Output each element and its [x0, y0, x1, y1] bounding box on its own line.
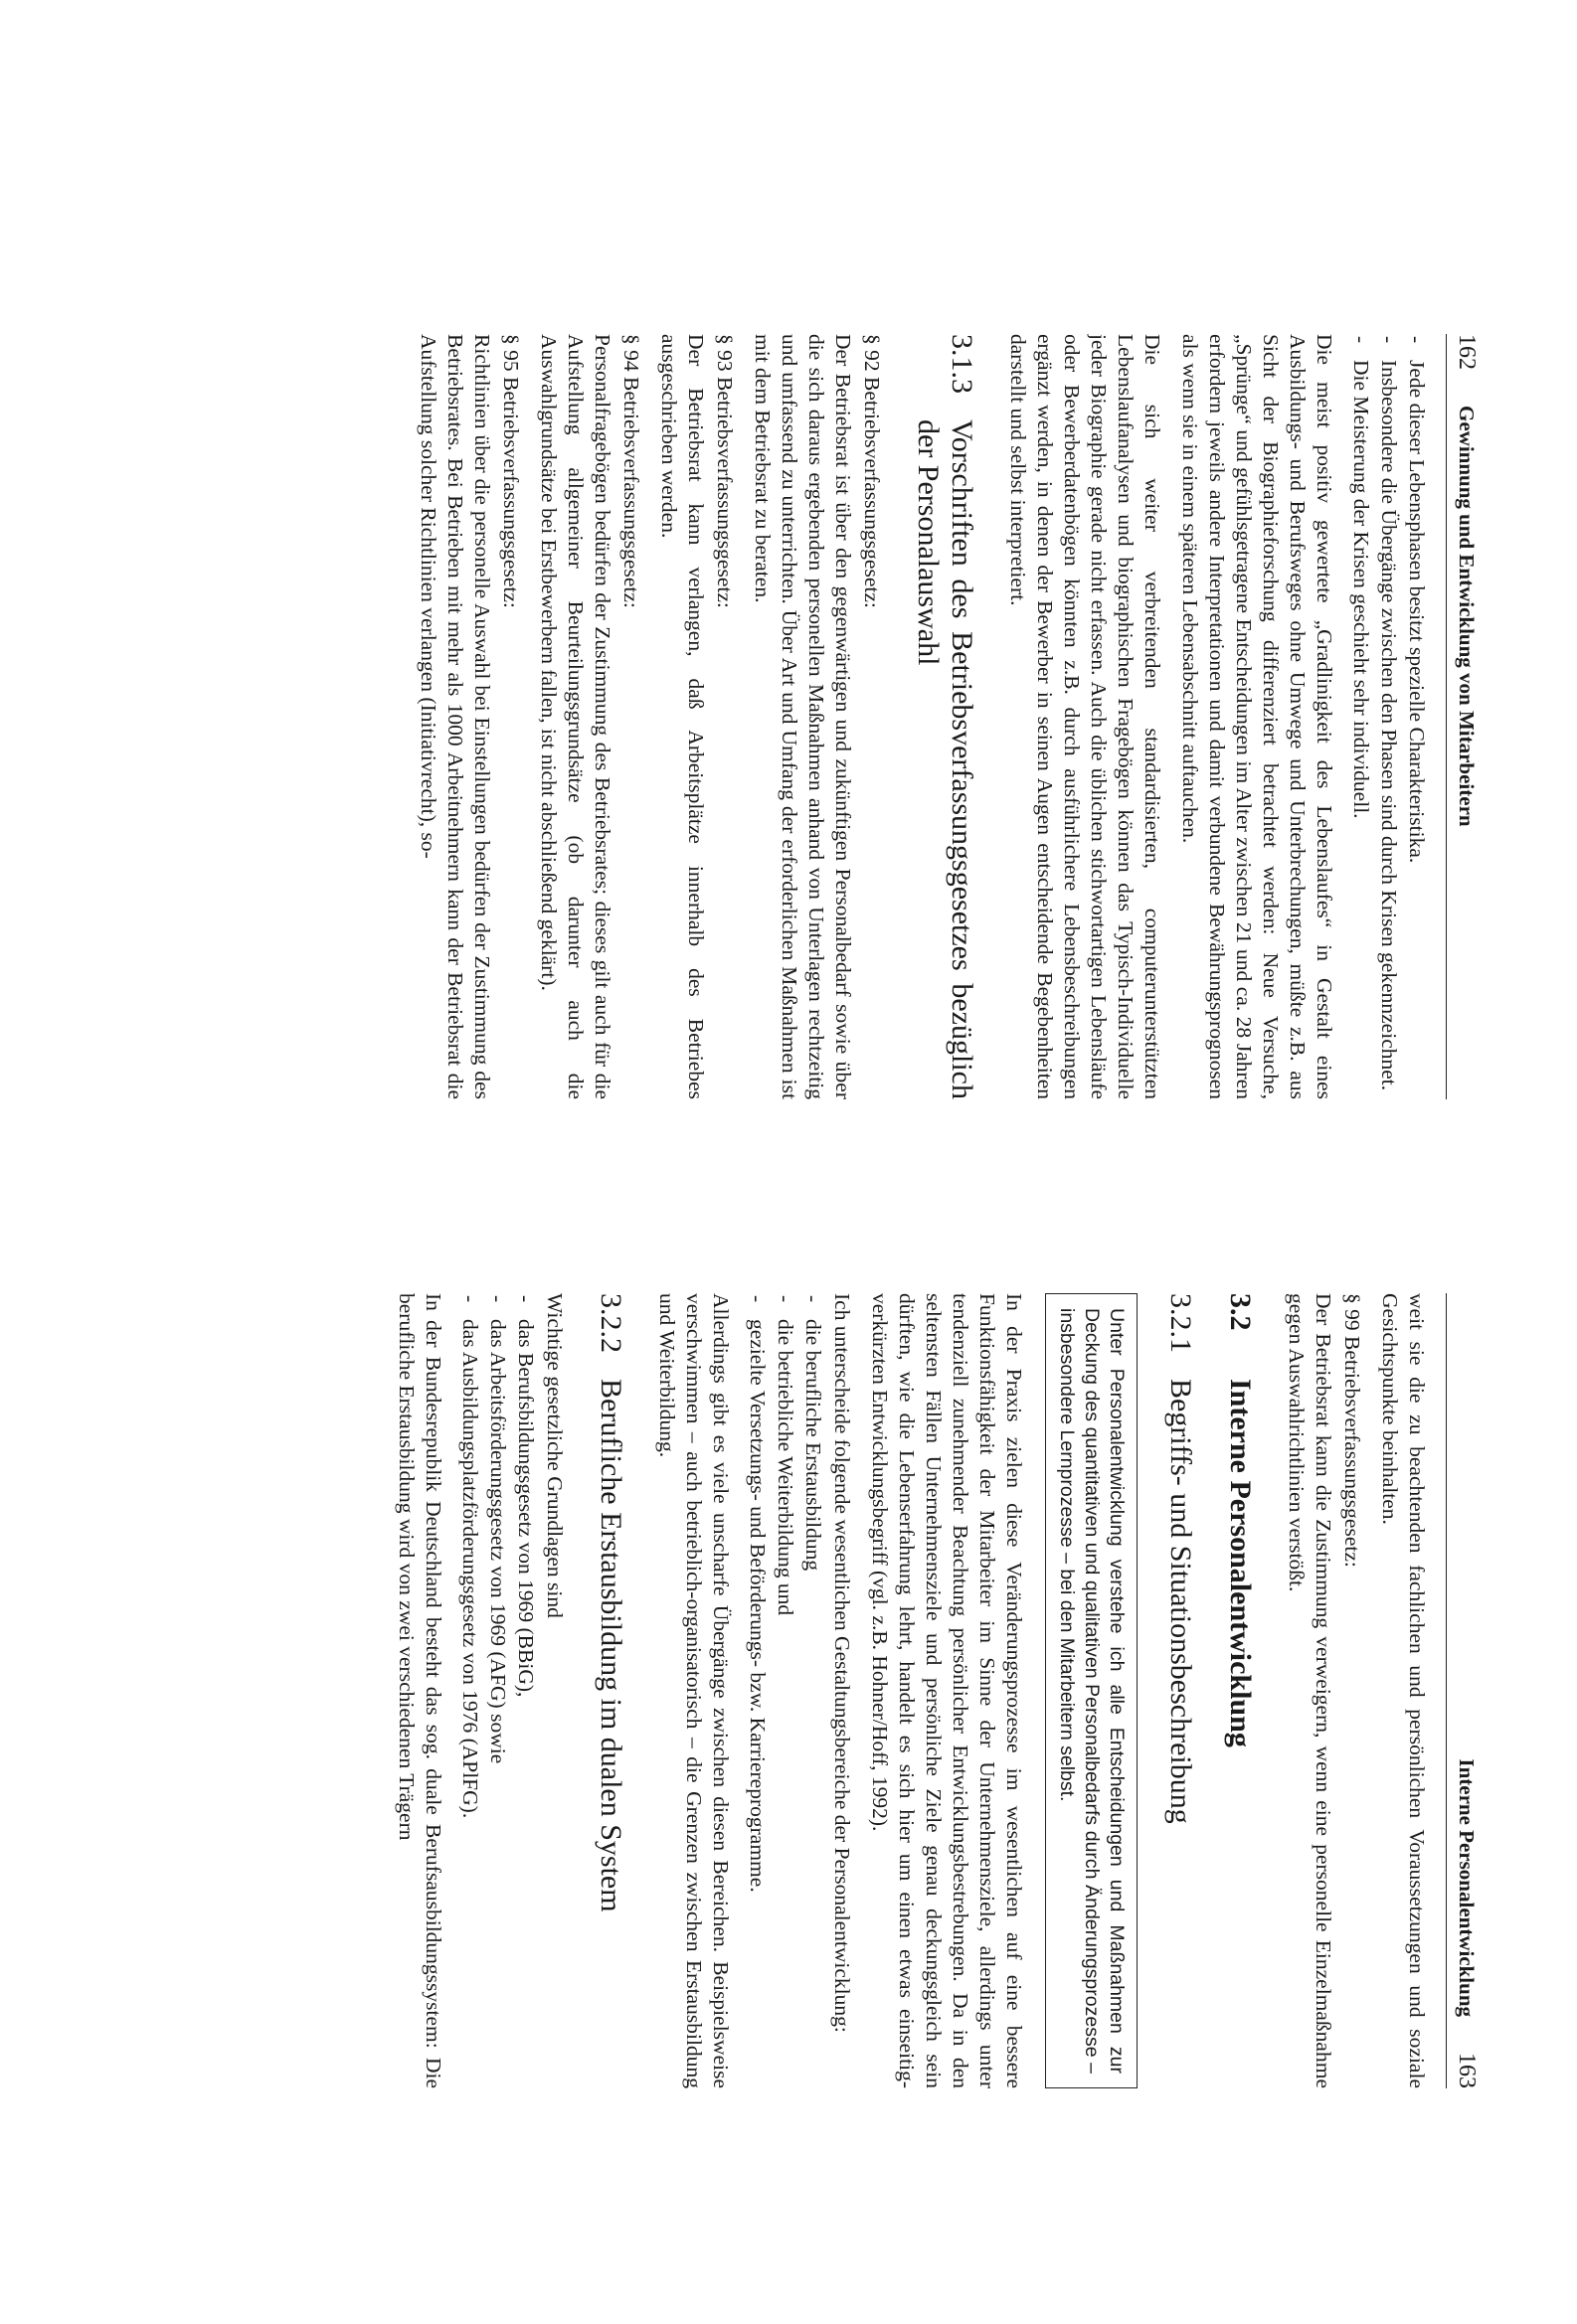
list-item: - das Ausbildungsplatzförderungsgesetz von 1976 (APlFG).	[458, 1295, 482, 1819]
paragraph-heading: § 92 Betriebsverfassungsgesetz:	[860, 334, 884, 608]
list-item: - die betriebliche Weiterbildung und	[774, 1295, 797, 1616]
page-number: 163	[1454, 2053, 1480, 2088]
section-title: Vorschriften des Betriebsverfassungsgesetzes bezüglich der Personalauswahl	[912, 419, 978, 1099]
paragraph: In der Praxis zielen diese Veränderungsprozesse im wesentlichen auf eine bessere Funktionsfähigkeit der Mitarbeiter im Sinne der Unternehmensziele, allerdings unter tendenziell zunehmender Beachtung persönlicher Entwicklungsbestrebungen. Da in den seltensten Fällen Unternehmensziele und persönliche Ziele genau deckungsgleich sein dürften, wie die Lebenserfahrung lehrt, handelt es sich hier um einen etwas einseitig-verkürzten Entwicklungsbegriff (vgl. z.B. Hohner/Hoff, 1992).	[868, 1293, 1026, 2088]
list-item: - das Arbeitsförderungsgesetz von 1969 (AFG) sowie	[486, 1295, 510, 1764]
running-header	[1446, 334, 1480, 1099]
section-number: 3.1.3	[946, 334, 978, 394]
paragraph-heading: § 99 Betriebsverfassungsgesetz:	[1340, 1293, 1364, 1568]
development-areas-list	[744, 1293, 826, 2088]
paragraph-heading: § 95 Betriebsverfassungsgesetz:	[499, 334, 523, 608]
laws-list	[456, 1293, 539, 2088]
paragraph-heading: § 93 Betriebsverfassungsgesetz:	[713, 334, 737, 608]
paragraph: Der Betriebsrat kann die Zustimmung verweigern, wenn eine personelle Einzelmaßnahme gegen Auswahlrichtlinien verstößt.	[1285, 1293, 1335, 2088]
definition-box: Unter Personalentwicklung verstehe ich alle Entscheidungen und Maßnahmen zur Deckung des quantitativen und qualitativen Personalbedarfs durch Änderungsprozesse – insbesondere Lernprozesse – bei den Mitarbeitern selbst.	[1045, 1293, 1138, 2088]
chapter-heading	[1223, 1293, 1257, 2088]
paragraph: Der Betriebsrat kann verlangen, daß Arbeitsplätze innerhalb des Betriebes ausgeschrieben werden.	[657, 334, 708, 1099]
paragraph: Personalfragebögen bedürfen der Zustimmung des Betriebsrates; dieses gilt auch für die Aufstellung allgemeiner Beurteilungsgrundsätze (ob darunter auch die Auswahlgrundsätze bei Erstbewerbern fallen, ist nicht abschließend geklärt).	[537, 334, 614, 1099]
paragraph: Die sich weiter verbreitenden standardisierten, computerunterstützten Lebenslaufanalysen und biographischen Fragebögen können das Typisch-Individuelle jeder Biographie gerade nicht erfassen. Auch die üblichen stichwortartigen Lebensläufe oder Bewerberdatenbögen könnten z.B. durch ausführlichere Lebensbeschreibungen ergänzt werden, in denen der Bewerber in seinen Augen entscheidende Begebenheiten darstellt und selbst interpretiert.	[1006, 334, 1164, 1099]
list-item: - gezielte Versetzungs- und Beförderungs- bzw. Karriereprogramme.	[746, 1295, 770, 1893]
paragraph-heading: § 94 Betriebsverfassungsgesetz:	[619, 334, 643, 608]
section-heading	[594, 1293, 627, 2088]
list-item: - Jede dieser Lebensphasen besitzt spezielle Charakteristika.	[1405, 336, 1429, 864]
section-number: 3.2.1	[1164, 1293, 1197, 1353]
paragraph: Richtlinien über die personelle Auswahl bei Einstellungen bedürfen der Zustimmung des Betriebsrates. Bei Betrieben mit mehr als 1000 Arbeitnehmern kann der Betriebsrat die Aufstellung solcher Richtlinien verlangen (Initiativrecht), so-	[417, 334, 494, 1099]
text-column	[97, 334, 1430, 1099]
list-item: - Insbesondere die Übergänge zwischen den Phasen sind durch Krisen gekennzeichnet.	[1377, 336, 1401, 1091]
phase-bullet-list	[1347, 334, 1430, 1099]
section-number: 3.2.2	[595, 1293, 627, 1353]
running-header	[1446, 1293, 1480, 2088]
right-page	[0, 1162, 1577, 2324]
chapter-title: Interne Personalentwicklung	[1224, 1379, 1257, 1747]
section-title: Begriffs- und Situationsbeschreibung	[1164, 1379, 1197, 1824]
page-number: 162	[1454, 334, 1480, 370]
section-heading	[1163, 1293, 1197, 2088]
section-heading	[911, 334, 978, 1099]
paragraph: Der Betriebsrat ist über den gegenwärtigen und zukünftigen Personalbedarf sowie über die sich daraus ergebenden personellen Maßnahmen anhand von Unterlagen rechtzeitig und umfassend zu unterrichten. Über Art und Umfang der erforderlichen Maßnahmen ist mit dem Betriebsrat zu beraten.	[751, 334, 855, 1099]
list-item: - die berufliche Erstausbildung	[801, 1295, 825, 1572]
running-head-title: Gewinnung und Entwicklung von Mitarbeitern	[1455, 406, 1479, 827]
paragraph: weit sie die zu beachtenden fachlichen und persönlichen Voraussetzungen und soziale Gesichtspunkte beinhalten.	[1378, 1293, 1429, 2088]
paragraph: Ich unterscheide folgende wesentlichen Gestaltungsbereiche der Personalentwicklung:	[830, 1293, 854, 2033]
running-head-title: Interne Personalentwicklung	[1455, 1758, 1479, 2017]
paragraph: In der Bundesrepublik Deutschland besteht das sog. duale Berufsausbildungssystem: Die berufliche Erstausbildung wird von zwei verschiedenen Trägern	[395, 1293, 445, 2088]
text-column	[97, 1293, 1430, 2088]
section-title: Berufliche Erstausbildung im dualen System	[595, 1379, 627, 1912]
list-item: - das Berufsbildungsgesetz von 1969 (BBiG),	[514, 1295, 538, 1698]
paragraph: Die meist positiv gewertete „Gradlinigkeit des Lebenslaufes“ in Gestalt eines Ausbildungs- und Berufsweges ohne Umwege und Unterbrechungen, müßte z.B. aus Sicht der Biographieforschung differenziert betrachtet werden: Neue Versuche, „Sprünge“ und gefühlsgetragene Entscheidungen im Alter zwischen 21 und ca. 28 Jahren erfordern jeweils andere Interpretationen und damit verbundene Bewährungsprognosen als wenn sie in einem späteren Lebensabschnitt auftauchen.	[1178, 334, 1336, 1099]
list-item: - Die Meisterung der Krisen geschieht sehr individuell.	[1349, 336, 1373, 819]
paragraph: Allerdings gibt es viele unscharfe Übergänge zwischen diesen Bereichen. Beispielsweise verschwimmen – auch betrieblich-organisatorisch – die Grenzen zwischen Erstausbildung und Weiterbildung.	[655, 1293, 733, 2088]
paragraph: Wichtige gesetzliche Grundlagen sind	[543, 1293, 567, 1618]
chapter-number: 3.2	[1224, 1293, 1257, 1331]
